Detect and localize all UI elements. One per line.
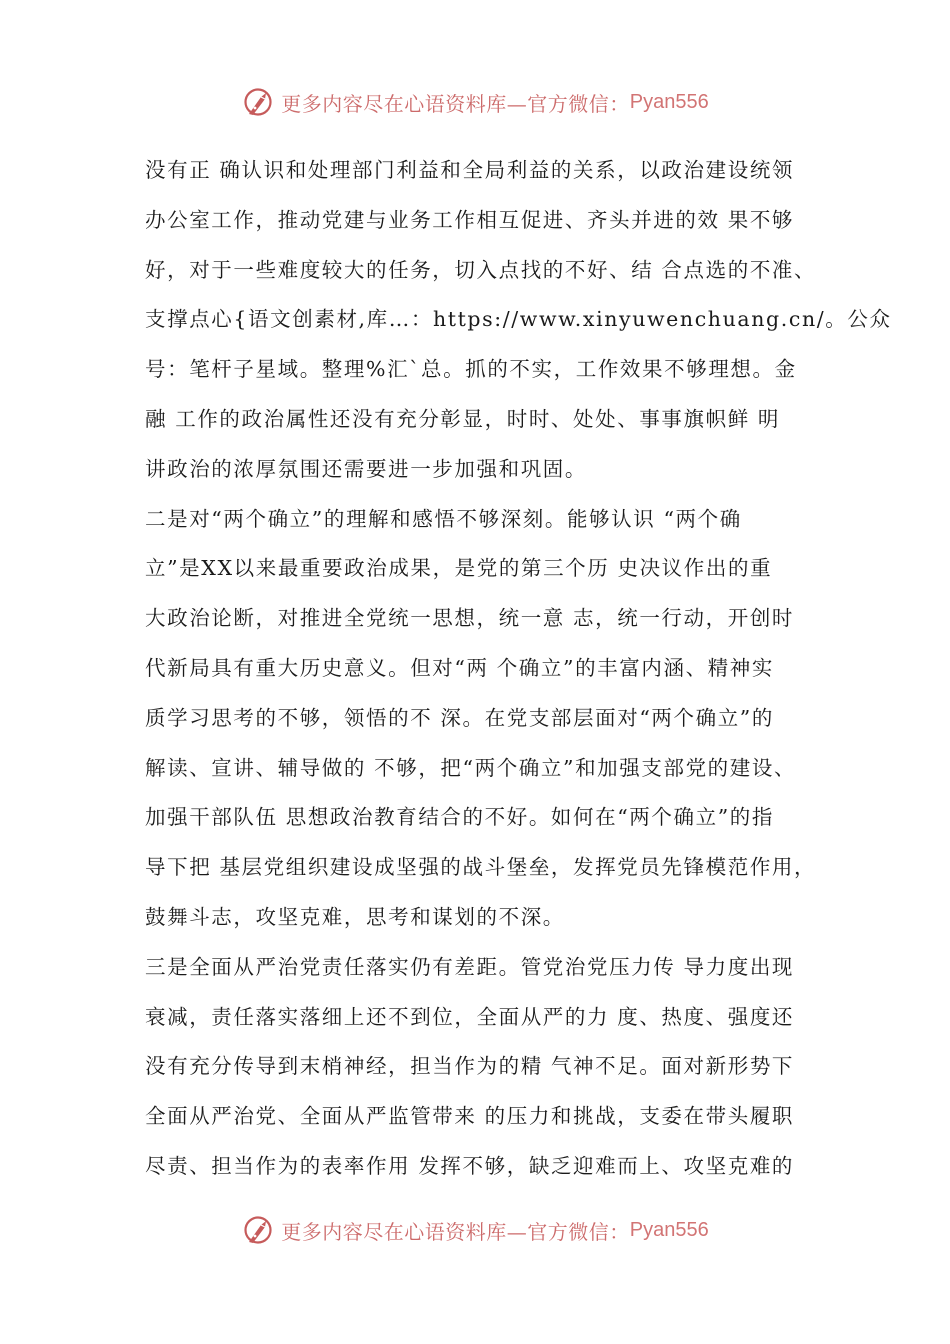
- text-line: 衰减，责任落实落细上还不到位，全面从严的力 度、热度、强度还: [145, 1004, 795, 1029]
- text-line: 三是全面从严治党责任落实仍有差距。管党治党压力传 导力度出现: [145, 954, 795, 979]
- paragraph-3: [145, 943, 815, 1192]
- text-line: 解读、宣讲、辅导做的 不够，把“两个确立”和加强支部党的建设、: [145, 755, 797, 780]
- text-line: 立”是XX以来最重要政治成果，是党的第三个历 史决议作出的重: [145, 556, 773, 581]
- banner-text: 更多内容尽在心语资料库—官方微信：: [281, 1219, 630, 1244]
- text-line: 全面从严治党、全面从严监管带来 的压力和挑战，支委在带头履职: [145, 1104, 795, 1129]
- text-line: 加强干部队伍 思想政治教育结合的不好。如何在“两个确立”的指: [145, 805, 774, 830]
- document-body: [145, 146, 892, 1192]
- text-line: 好，对于一些难度较大的任务，切入点找的不好、结 合点选的不准、: [145, 257, 817, 282]
- text-line: 号：笔杆子星域。整理%汇`总。抓的不实，工作效果不够理想。金: [145, 357, 797, 382]
- text-line: 支撑点心{语文创素材,库…：https://www.xinyuwenchuang.cn/。公众: [145, 307, 892, 332]
- text-line: 讲政治的浓厚氛围还需要进一步加强和巩固。: [145, 456, 587, 481]
- text-line: 导下把 基层党组织建设成坚强的战斗堡垒，发挥党员先锋模范作用，: [145, 855, 817, 880]
- text-line: 尽责、担当作为的表率作用 发挥不够，缺乏迎难而上、攻坚克难的: [145, 1153, 795, 1178]
- text-line: 鼓舞斗志，攻坚克难，思考和谋划的不深。: [145, 904, 565, 929]
- text-line: 大政治论断，对推进全党统一思想，统一意 志，统一行动，开创时: [145, 606, 795, 631]
- paragraph-2: [145, 495, 815, 943]
- text-line: 二是对“两个确立”的理解和感悟不够深刻。能够认识 “两个确: [145, 506, 742, 531]
- pen-nib-logo-icon: [241, 84, 277, 120]
- banner-wechat-id: Pyan556: [629, 90, 709, 113]
- footer-watermark-banner: [0, 1208, 950, 1252]
- text-line: 融 工作的政治属性还没有充分彰显，时时、处处、事事旗帜鲜 明: [145, 406, 781, 431]
- header-watermark-banner: [0, 80, 950, 124]
- text-line: 办公室工作，推动党建与业务工作相互促进、齐头并进的效 果不够: [145, 207, 795, 232]
- text-line: 没有正 确认识和处理部门利益和全局利益的关系，以政治建设统领: [145, 158, 795, 182]
- pen-nib-logo-icon: [241, 1212, 277, 1248]
- text-line: 没有充分传导到末梢神经，担当作为的精 气神不足。面对新形势下: [145, 1054, 795, 1079]
- paragraph-1: [145, 146, 892, 495]
- text-line: 代新局具有重大历史意义。但对“两 个确立”的丰富内涵、精神实: [145, 655, 774, 680]
- text-line: 质学习思考的不够，领悟的不 深。在党支部层面对“两个确立”的: [145, 705, 774, 730]
- banner-text: 更多内容尽在心语资料库—官方微信：: [281, 91, 630, 116]
- banner-wechat-id: Pyan556: [629, 1218, 709, 1241]
